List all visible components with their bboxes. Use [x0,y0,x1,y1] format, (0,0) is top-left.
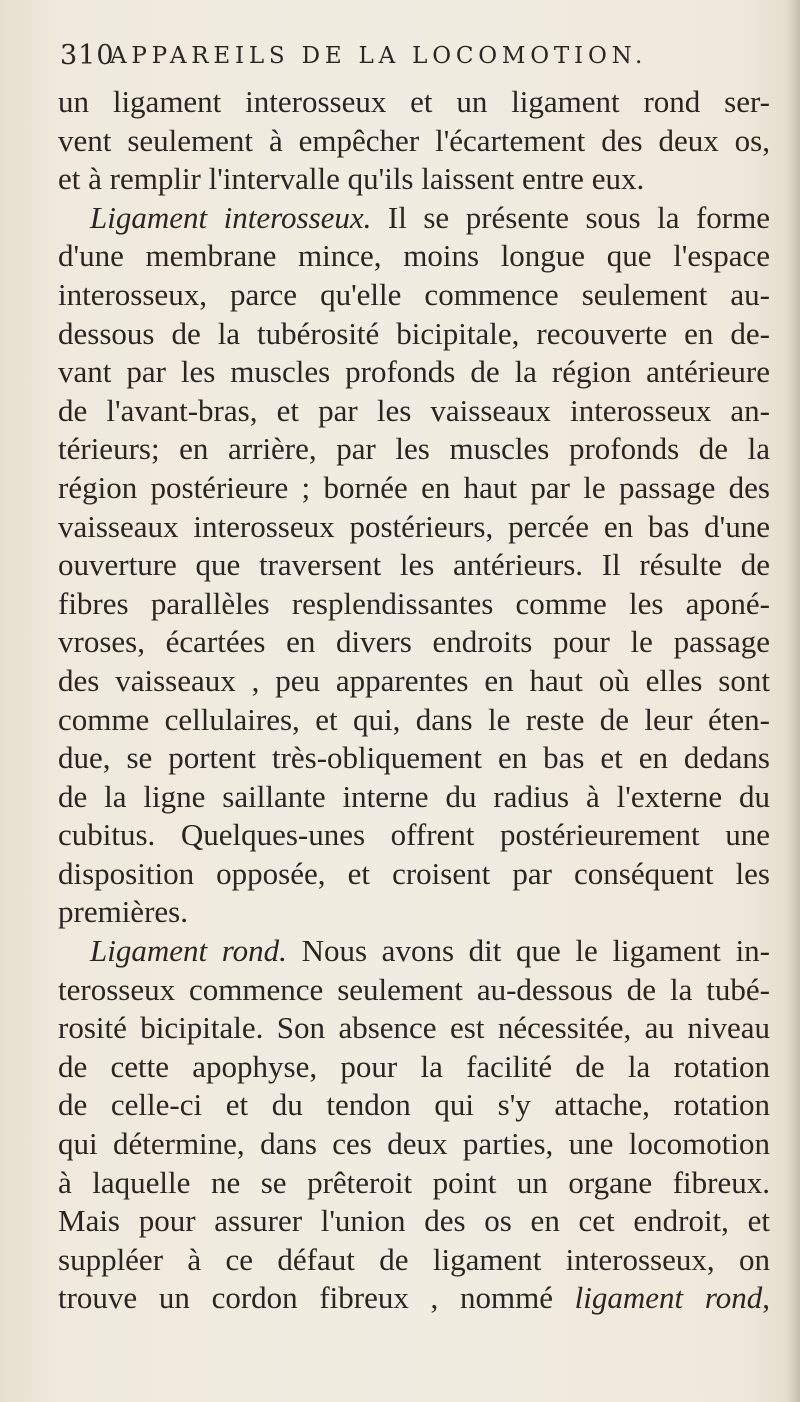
text-line [58,739,770,778]
text-line [58,816,770,855]
text-run: vaisseaux interosseux postérieurs, percée en bas d'une [58,508,770,544]
text-run: cubitus. Quelques-unes offrent postérieurement une [58,817,770,853]
running-head: APPAREILS DE LA LOCOMOTION. [110,43,648,69]
page-header [60,40,760,78]
text-run: de cette apophyse, pour la facilité de la rotation [58,1048,770,1084]
text-run: comme cellulaires, et qui, dans le reste de leur éten- [58,701,770,737]
body-text [58,83,770,1318]
text-line [58,1048,770,1087]
text-line [58,199,770,238]
text-run: de la ligne saillante interne du radius à l'externe du [58,778,770,814]
text-run: vant par les muscles profonds de la région antérieure [58,354,770,390]
text-run: qui détermine, dans ces deux parties, une locomotion [58,1126,770,1162]
text-run: suppléer à ce défaut de ligament interosseux, on [58,1241,770,1277]
text-line [58,1009,770,1048]
text-run: fibres parallèles resplendissantes comme les aponé- [58,585,770,621]
text-run: vent seulement à empêcher l'écartement des deux os, [58,122,770,158]
text-line [58,1125,770,1164]
text-line [58,932,770,971]
text-run: Nous avons dit que le ligament in- [286,933,770,969]
text-line [58,508,770,547]
text-run: rosité bicipitale. Son absence est nécessitée, au niveau [58,1010,770,1046]
text-line [58,430,770,469]
text-run: de l'avant-bras, et par les vaisseaux interosseux an- [58,392,770,428]
text-line [58,623,770,662]
italic-heading: Ligament rond. [90,933,287,969]
text-line [58,971,770,1010]
text-line [58,778,770,817]
text-line [58,662,770,701]
text-line [58,122,770,161]
text-line [58,1164,770,1203]
page-edge-shadow [786,0,800,1402]
text-line [58,585,770,624]
text-line [58,315,770,354]
text-line [58,1279,770,1318]
text-run: trouve un cordon fibreux , nommé [58,1280,575,1316]
italic-heading: ligament rond [574,1280,763,1316]
text-line [58,1086,770,1125]
text-run: premières. [58,894,188,930]
text-run: d'une membrane mince, moins longue que l'espace [58,238,770,274]
text-run: Mais pour assurer l'union des os en cet endroit, et [58,1203,770,1239]
italic-heading: Ligament interosseux. [90,199,372,235]
text-run: et à remplir l'intervalle qu'ils laissent entre eux. [58,161,645,197]
text-line [58,1202,770,1241]
text-run: interosseux, parce qu'elle commence seulement au- [58,276,770,312]
text-run: , [762,1280,770,1316]
text-line [58,546,770,585]
text-run: à laquelle ne se prêteroit point un organe fibreux. [58,1164,770,1200]
text-run: des vaisseaux , peu apparentes en haut où elles sont [58,662,770,698]
text-run: région postérieure ; bornée en haut par le passage des [58,469,770,505]
text-run: un ligament interosseux et un ligament rond ser- [58,84,770,119]
text-run: due, se portent très-obliquement en bas et en dedans [58,740,770,776]
text-run: ouverture que traversent les antérieurs. Il résulte de [58,547,770,583]
text-line [58,83,770,122]
text-line [58,893,770,932]
text-line [58,855,770,894]
text-run: Il se présente sous la forme [371,199,770,235]
text-line [58,701,770,740]
text-run: disposition opposée, et croisent par conséquent les [58,855,770,891]
text-line [58,1241,770,1280]
page-number: 310 [60,40,115,71]
text-run: vroses, écartées en divers endroits pour le passage [58,624,770,660]
text-line [58,276,770,315]
text-line [58,392,770,431]
text-line [58,469,770,508]
text-run: térieurs; en arrière, par les muscles profonds de la [58,431,770,467]
text-run: dessous de la tubérosité bicipitale, recouverte en de- [58,315,770,351]
text-run: de celle-ci et du tendon qui s'y attache, rotation [58,1087,770,1123]
text-run: terosseux commence seulement au-dessous de la tubé- [58,971,770,1007]
text-line [58,237,770,276]
text-line [58,160,770,199]
text-line [58,353,770,392]
